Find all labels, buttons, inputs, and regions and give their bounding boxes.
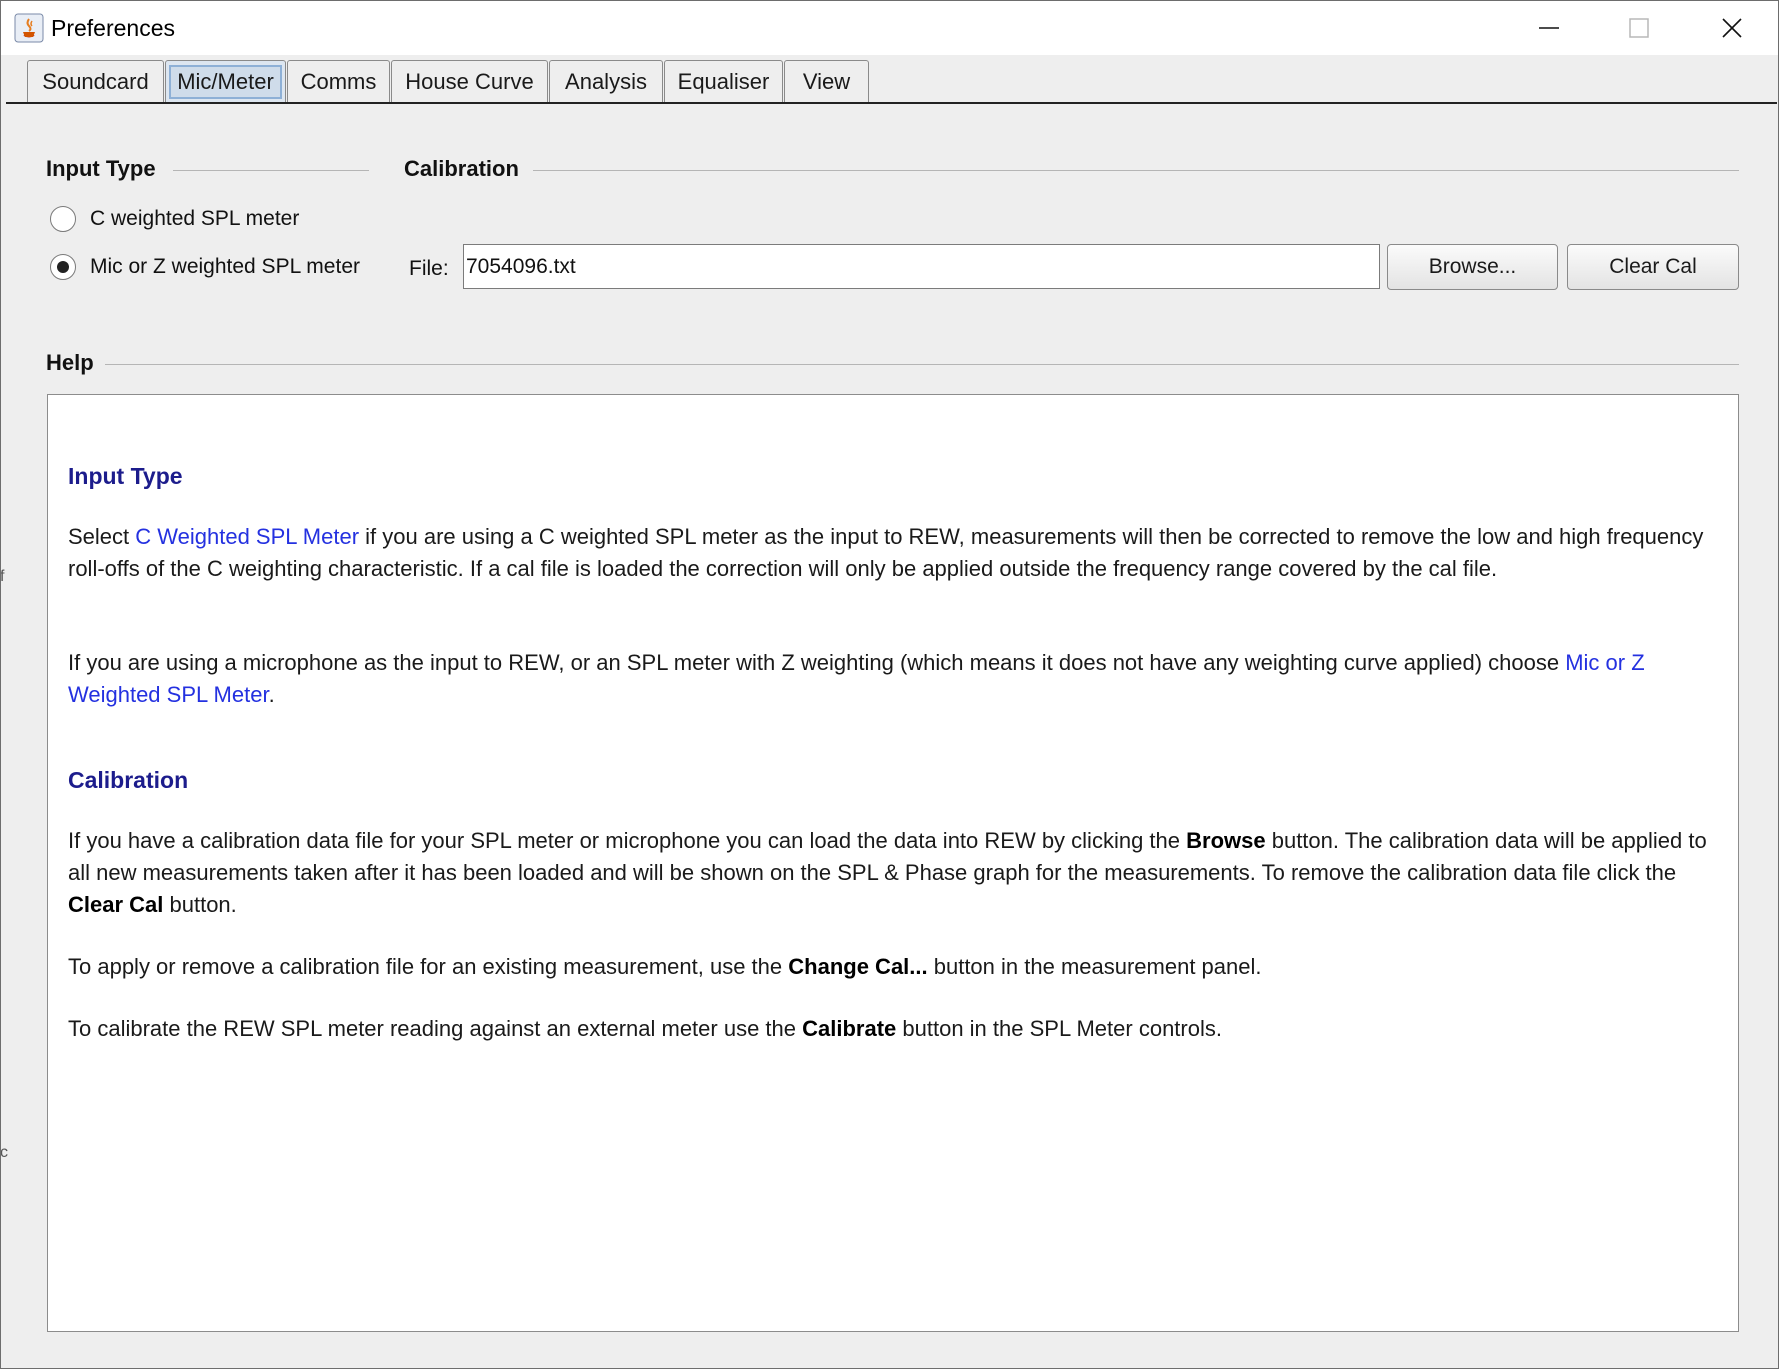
tab-label: Soundcard (42, 68, 149, 94)
tab-soundcard[interactable] (27, 60, 164, 102)
tab-label: Equaliser (677, 68, 770, 94)
radio-button[interactable] (50, 254, 76, 280)
tab-label: Mic/Meter (169, 65, 282, 99)
help-heading-calibration: Calibration (68, 767, 189, 793)
maximize-button[interactable] (1594, 1, 1684, 55)
tab-equaliser[interactable] (664, 60, 783, 102)
minimize-button[interactable] (1504, 1, 1594, 55)
close-icon (1720, 16, 1744, 40)
input-type-divider (173, 170, 369, 171)
text: Select (68, 524, 136, 549)
tab-label: Analysis (565, 68, 647, 94)
close-button[interactable] (1687, 1, 1777, 55)
help-paragraph-calibrate (68, 1013, 1708, 1045)
tab-analysis[interactable] (549, 60, 663, 102)
file-label: File: (409, 257, 449, 280)
radio-label: Mic or Z weighted SPL meter (90, 255, 360, 278)
help-heading-input-type: Input Type (68, 463, 183, 489)
bold-change-cal: Change Cal... (788, 954, 928, 979)
calibration-section-label: Calibration (404, 156, 519, 181)
radio-label: C weighted SPL meter (90, 207, 300, 230)
help-section-label: Help (46, 350, 94, 375)
edge-glyph: c (0, 1144, 8, 1161)
help-paragraph-calibration (68, 825, 1708, 921)
radio-c-weighted[interactable] (50, 203, 299, 235)
text: button. (163, 892, 237, 917)
tab-mic-meter[interactable] (165, 60, 286, 102)
tab-house-curve[interactable] (391, 60, 548, 102)
calibration-file-field[interactable] (463, 244, 1380, 289)
clear-cal-button[interactable]: Clear Cal (1567, 244, 1739, 290)
help-panel[interactable] (47, 394, 1739, 1332)
help-divider (105, 364, 1739, 365)
text: . (268, 682, 275, 707)
help-paragraph-c-weighted (68, 521, 1708, 585)
tab-label: Comms (300, 68, 377, 94)
text: button in the measurement panel. (927, 954, 1262, 979)
text: button in the SPL Meter controls. (896, 1016, 1222, 1041)
java-app-icon[interactable] (14, 13, 44, 43)
help-paragraph-change-cal (68, 951, 1708, 983)
minimize-icon (1537, 16, 1561, 40)
text: If you are using a microphone as the input to REW, or an SPL meter with Z weighting (which means it does not have any weighting curve applied) choose (68, 650, 1566, 675)
tab-label: House Curve (405, 68, 534, 94)
help-paragraph-mic (68, 647, 1708, 711)
bold-calibrate: Calibrate (802, 1016, 897, 1041)
text: To apply or remove a calibration file for an existing measurement, use the (68, 954, 789, 979)
calibration-divider (533, 170, 1739, 171)
text: if you are using a C weighted SPL meter as the input to REW, measurements will then be corrected to remove the low and high frequency roll-offs of the C weighting characteristic. If a cal file is loaded the correction will only be applied outside the frequency range covered by the cal file. (68, 524, 1704, 581)
tab-view[interactable] (784, 60, 869, 102)
edge-glyph: f (0, 568, 5, 585)
mic-z-weighted-link[interactable]: Mic or Z Weighted SPL Meter (68, 650, 1645, 707)
bold-clear-cal: Clear Cal (68, 892, 164, 917)
c-weighted-link[interactable]: C Weighted SPL Meter (135, 524, 360, 549)
window-title: Preferences (51, 15, 176, 41)
title-bar (1, 1, 1778, 55)
bold-browse: Browse (1186, 828, 1266, 853)
tab-comms[interactable] (287, 60, 390, 102)
radio-mic-z-weighted[interactable] (50, 251, 360, 283)
browse-button[interactable]: Browse... (1387, 244, 1558, 290)
text: button. The calibration data will be applied to all new measurements taken after it has been loaded and will be shown on the SPL & Phase graph for the measurements. To remove the calibration data file click the (68, 828, 1707, 885)
tab-baseline (6, 102, 1777, 104)
radio-button[interactable] (50, 206, 76, 232)
text: If you have a calibration data file for your SPL meter or microphone you can load the data into REW by clicking the (68, 828, 1187, 853)
input-type-section-label: Input Type (46, 156, 156, 181)
text: To calibrate the REW SPL meter reading against an external meter use the (68, 1016, 803, 1041)
maximize-icon (1627, 16, 1651, 40)
tab-label: View (802, 68, 851, 94)
